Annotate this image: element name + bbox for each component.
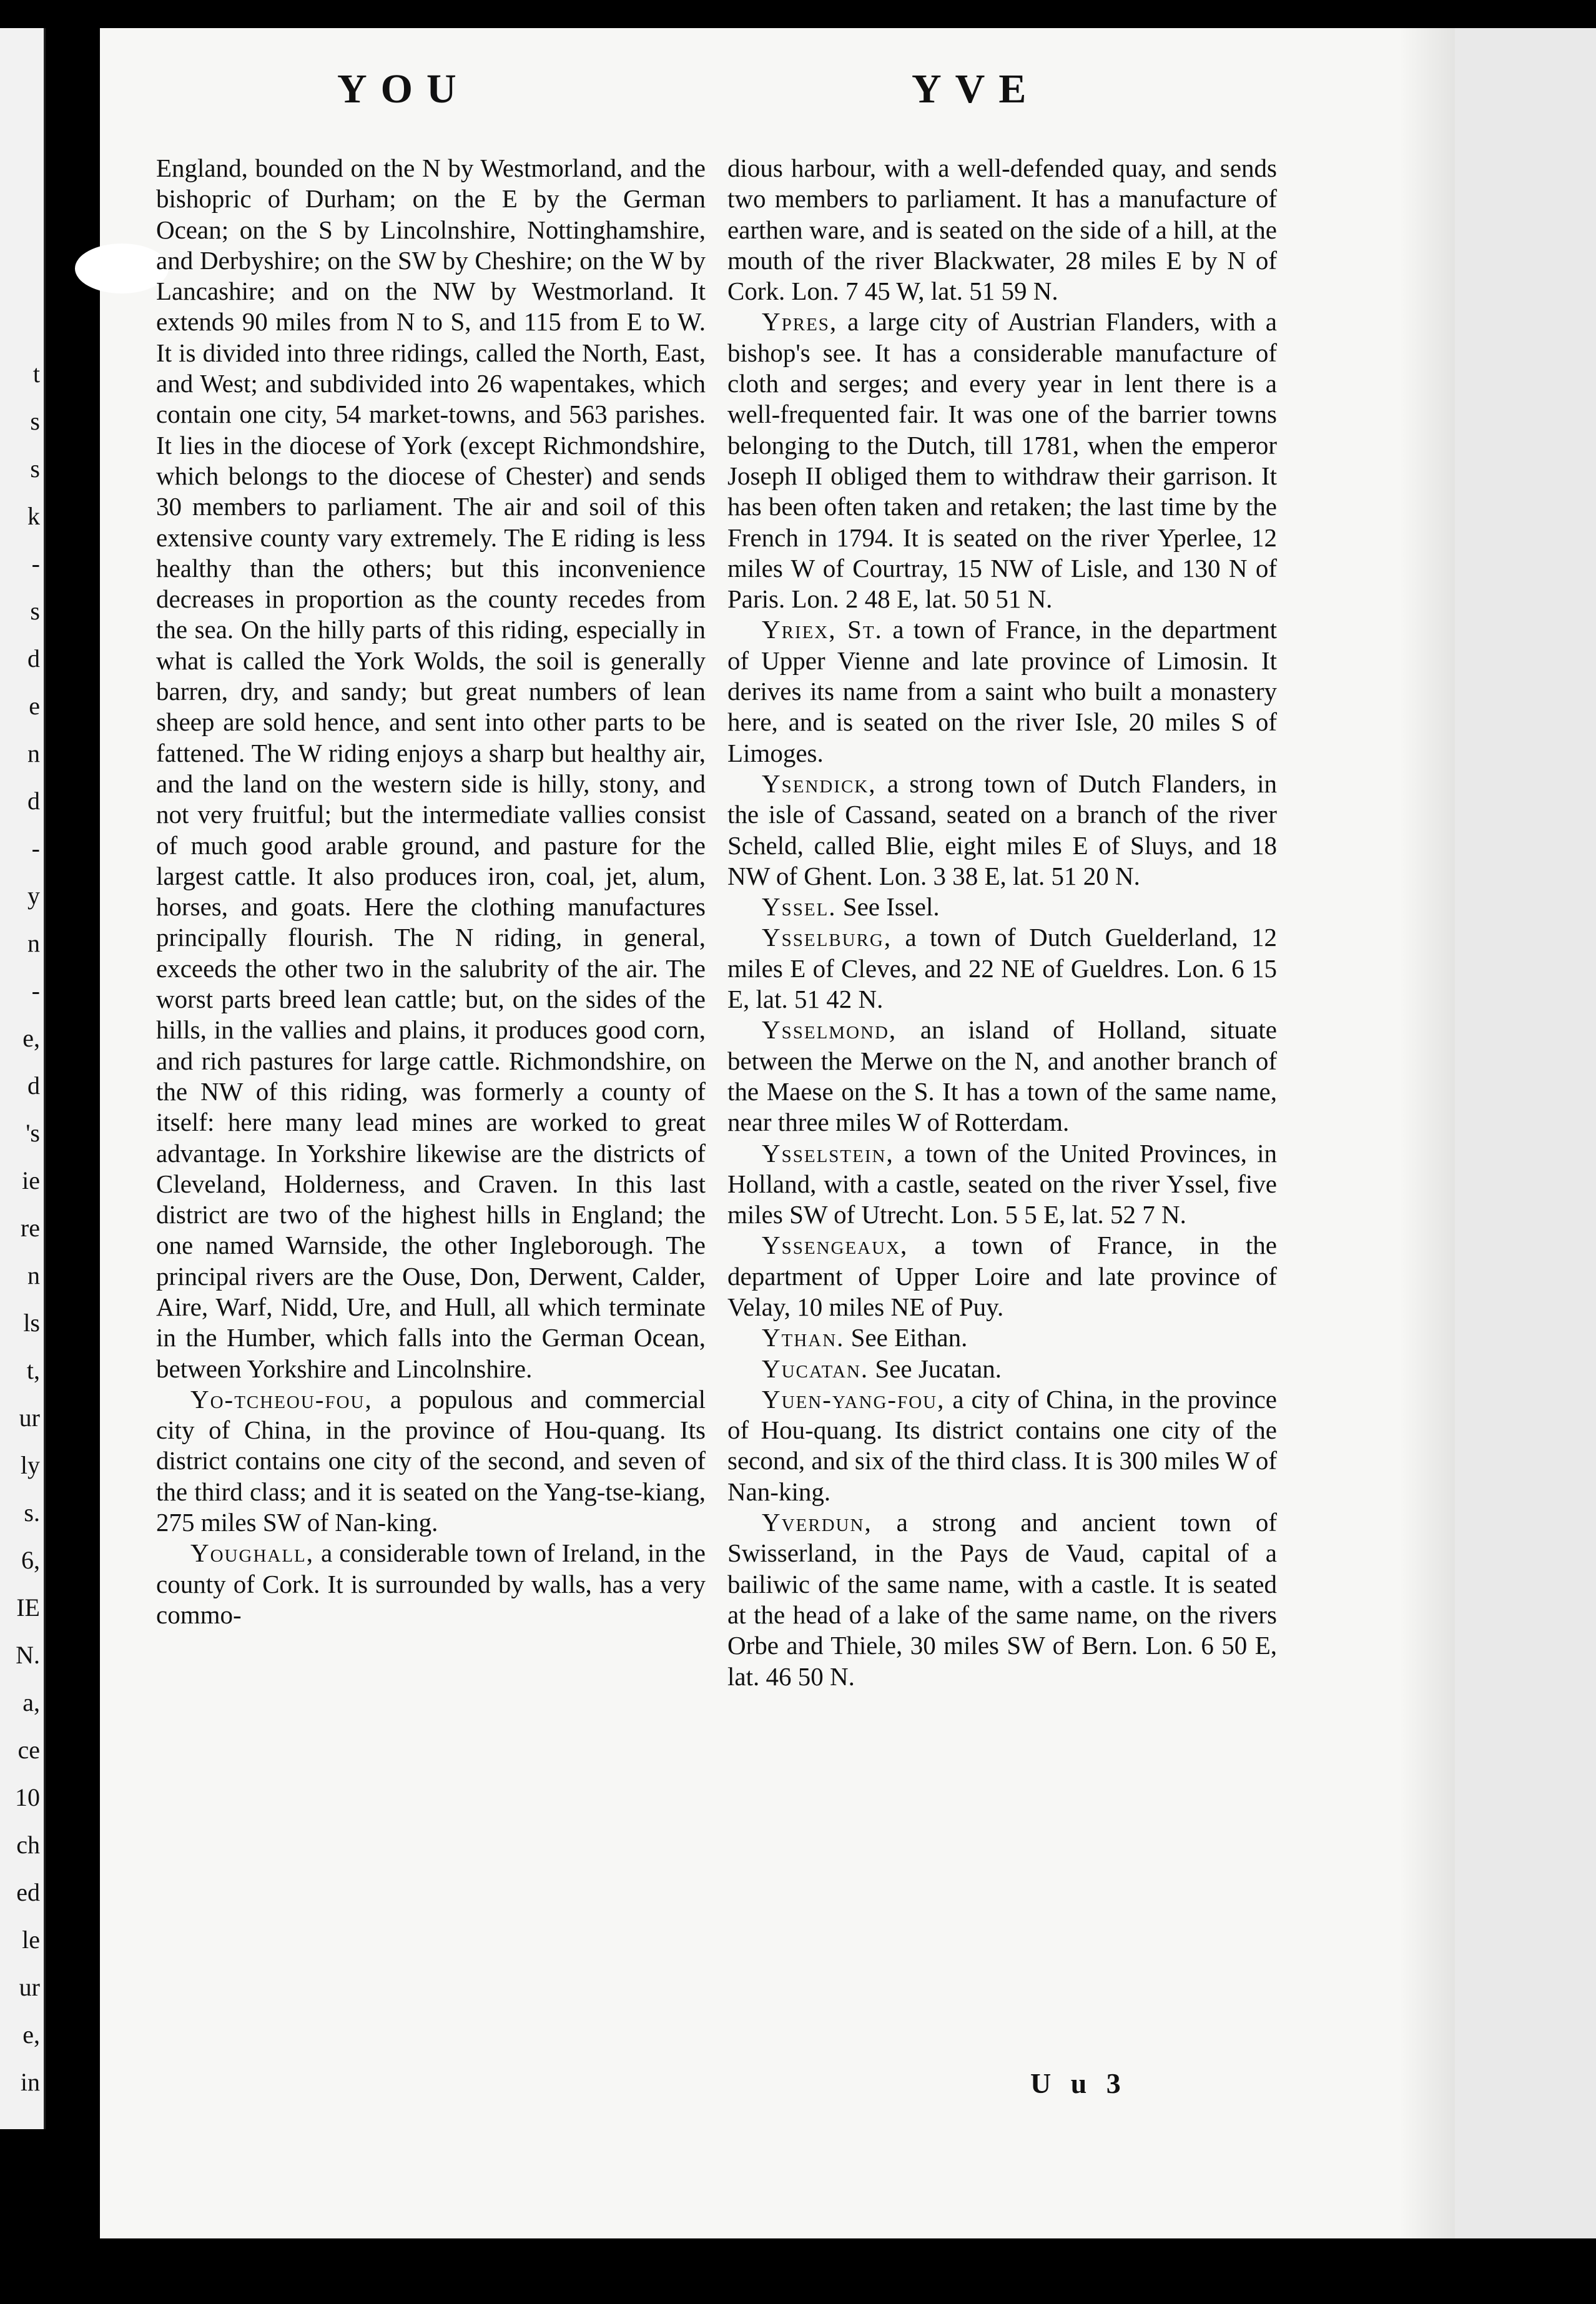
margin-fragment: s: [30, 597, 40, 625]
entry-continuation: [727, 153, 1277, 307]
margin-fragment: d: [27, 644, 40, 672]
margin-fragment: ur: [19, 1404, 40, 1432]
gazetteer-entry: [727, 1015, 1277, 1138]
gazetteer-entry: [727, 1384, 1277, 1507]
entry-headword: Yriex, St.: [762, 615, 883, 644]
entry-headword: Ysselmond,: [762, 1015, 897, 1045]
margin-fragment: s: [30, 455, 40, 483]
entry-text: a town of the United Provinces, in Holland, with a castle, seated on the river Yssel, five miles SW of Utrecht. Lon. 5 5 E, lat. 52 7 N.: [727, 1138, 1277, 1229]
entry-text: a city of China, in the province of Hou-quang. Its district contains one city of the second, and six of the third class. It is 300 miles W of Nan-king.: [727, 1384, 1277, 1506]
margin-fragment: N.: [16, 1641, 40, 1669]
gazetteer-entry: [727, 922, 1277, 1015]
running-head-left: YOU: [337, 66, 470, 112]
entry-text: a populous and commercial city of China, in the province of Hou-quang. Its district contains one city of the second, and seven of the third class; and it is seated on the Yang-tse-kiang, 275 miles SW of Nan-king.: [156, 1384, 706, 1537]
margin-fragment: -: [31, 834, 40, 862]
margin-fragment: ls: [23, 1309, 40, 1337]
margin-fragment: 's: [26, 1119, 40, 1147]
entry-text: a large city of Austrian Flanders, with a bishop's see. It has a considerable manufacture of cloth and serges; and every year in lent there is a well-frequented fair. It was one of the barrier towns belonging to the Dutch, till 1781, when the emperor Joseph II obliged them to withdraw their garrison. It has been often taken and retaken; the last time by the French in 1794. It is seated on the river Yperlee, 12 miles W of Courtray, 15 NW of Lisle, and 130 N of Paris. Lon. 2 48 E, lat. 50 51 N.: [727, 307, 1277, 614]
margin-fragment: ch: [16, 1831, 40, 1859]
entry-text: England, bounded on the N by Westmorland, and the bishopric of Durham; on the E by the German Ocean; on the S by Lincolnshire, Nottinghamshire, and Derbyshire; on the SW by Cheshire; on the W by Lancashire; and on the NW by Westmorland. It extends 90 miles from N to S, and 115 from E to W. It is divided into three ridings, called the North, East, and West; and subdivided into 26 wapentakes, which contain one city, 54 market-towns, and 563 parishes. It lies in the diocese of York (except Richmondshire, which belongs to the diocese of Chester) and sends 30 members to parliament. The air and soil of this extensive county vary extremely. The E riding is less healthy than the others; but this inconvenience decreases in proportion as the county recedes from the sea. On the hilly parts of this riding, especially in what is called the York Wolds, the soil is generally barren, dry, and sandy; but great numbers of lean sheep are sold hence, and sent into other parts to be fattened. The W riding enjoys a sharp but healthy air, and the land on the western side is hilly, stony, and not very fruitful; but the intermediate vallies consist of much good arable ground, and pasture for the largest cattle. It also produces iron, coal, jet, alum, horses, and goats. Here the clothing manufactures principally flourish. The N riding, in general, exceeds the other two in the salubrity of the air. The worst parts breed lean cattle; but, on the sides of the hills, in the vallies and plains, it produces good corn, and rich pastures for large cattle. Richmondshire, on the NW of this riding, was formerly a county of itself: here many lead mines are worked to great advantage. In Yorkshire likewise are the districts of Cleveland, Holderness, and Craven. In this last district are two of the highest hills in England; the one named Warnside, the other Ingleborough. The principal rivers are the Ouse, Don, Derwent, Calder, Aire, Warf, Nidd, Ure, and Hull, all which terminate in the Humber, which falls into the German Ocean, between Yorkshire and Lincolnshire.: [156, 154, 706, 1383]
entry-headword: Ysselburg,: [762, 923, 892, 952]
margin-fragment: t,: [26, 1356, 40, 1384]
entry-headword: Yssengeaux,: [762, 1231, 909, 1260]
margin-fragment: d: [27, 787, 40, 815]
entry-text: a town of Dutch Guelderland, 12 miles E of Cleves, and 22 NE of Gueldres. Lon. 6 15 E, lat. 51 42 N.: [727, 923, 1277, 1014]
margin-fragment: e: [29, 692, 40, 720]
gazetteer-entry: [727, 1230, 1277, 1322]
margin-fragment: le: [22, 1926, 40, 1954]
margin-fragment: n: [27, 929, 40, 957]
margin-fragment: IE: [16, 1593, 40, 1622]
gazetteer-entry: [156, 1538, 706, 1630]
margin-fragment: n: [27, 1261, 40, 1289]
book-page: [100, 28, 1455, 2238]
margin-fragment: s.: [24, 1499, 40, 1527]
gazetteer-entry: [156, 1384, 706, 1538]
entry-headword: Yuen-yang-fou,: [762, 1384, 945, 1414]
margin-fragment: re: [20, 1214, 40, 1242]
entry-text: a town of France, in the department of Upper Loire and late province of Velay, 10 miles NE of Puy.: [727, 1231, 1277, 1321]
margin-fragment: ur: [19, 1973, 40, 2001]
entry-headword: Ythan.: [762, 1323, 845, 1352]
gazetteer-entry: [727, 892, 1277, 922]
margin-fragment: ce: [17, 1736, 40, 1764]
margin-fragment: 6,: [21, 1546, 40, 1574]
background-right: [1455, 28, 1596, 2238]
entry-text: an island of Holland, situate between the Merwe on the N, and another branch of the Maese on the S. It has a town of the same name, near three miles W of Rotterdam.: [727, 1015, 1277, 1137]
entry-headword: Yssel.: [762, 892, 837, 922]
margin-fragment: n: [27, 739, 40, 767]
gazetteer-entry: [727, 1138, 1277, 1231]
entry-continuation: [156, 153, 706, 1384]
page-damage-spot: [75, 244, 169, 293]
margin-fragment: t: [32, 360, 40, 388]
text-column-left: [156, 153, 706, 1630]
entry-text: a considerable town of Ireland, in the county of Cork. It is surrounded by walls, has a very commo-: [156, 1538, 706, 1629]
gazetteer-entry: [727, 1322, 1277, 1353]
signature-mark: U u 3: [1030, 2067, 1127, 2099]
margin-fragment: ed: [16, 1878, 40, 1906]
entry-headword: Ypres,: [762, 307, 838, 337]
margin-fragment: d: [27, 1071, 40, 1100]
entry-text: See Eithan.: [844, 1323, 968, 1352]
entry-text: a strong town of Dutch Flanders, in the isle of Cassand, seated on a branch of the river Scheld, called Blie, eight miles E of Sluys, and 18 NW of Ghent. Lon. 3 38 E, lat. 51 20 N.: [727, 769, 1277, 890]
entry-headword: Ysselstein,: [762, 1138, 894, 1168]
margin-fragment: y: [27, 882, 40, 910]
margin-fragment: -: [31, 977, 40, 1005]
gazetteer-entry: [727, 1354, 1277, 1384]
gazetteer-entry: [727, 307, 1277, 614]
entry-headword: Ysendick,: [762, 769, 877, 798]
adjacent-page: [0, 28, 46, 2129]
entry-headword: Yo-tcheou-fou,: [190, 1384, 373, 1414]
margin-fragment: -: [31, 549, 40, 578]
entry-text: dious harbour, with a well-defended quay, and sends two members to parliament. It has a manufacture of earthen ware, and is seated on the side of a hill, at the mouth of the river Blackwater, 28 miles E by N of Cork. Lon. 7 45 W, lat. 51 59 N.: [727, 154, 1277, 306]
gazetteer-entry: [727, 614, 1277, 768]
margin-fragment: in: [20, 2068, 40, 2096]
entry-headword: Yverdun,: [762, 1508, 872, 1537]
margin-fragment: s: [30, 407, 40, 435]
entry-headword: Yucatan.: [762, 1354, 869, 1383]
margin-fragment: a,: [22, 1688, 40, 1716]
margin-fragment: ly: [20, 1451, 40, 1479]
margin-fragment: ie: [22, 1166, 40, 1194]
running-head-right: YVE: [912, 66, 1040, 112]
entry-text: a strong and ancient town of Swisserland, in the Pays de Vaud, capital of a bailiwic of the same name, with a castle. It is seated at the head of a lake of the same name, on the rivers Orbe and Thiele, 30 miles SW of Bern. Lon. 6 50 E, lat. 46 50 N.: [727, 1508, 1277, 1691]
margin-fragment: k: [27, 502, 40, 530]
margin-fragment: e,: [22, 2021, 40, 2049]
text-column-right: [727, 153, 1277, 1692]
entry-text: See Jucatan.: [869, 1354, 1002, 1383]
entry-headword: Youghall,: [190, 1538, 315, 1568]
entry-text: See Issel.: [836, 892, 940, 922]
margin-fragments: [0, 28, 44, 2129]
gazetteer-entry: [727, 769, 1277, 892]
margin-fragment: e,: [22, 1024, 40, 1052]
entry-text: a town of France, in the department of Upper Vienne and late province of Limosin. It derives its name from a saint who built a monastery here, and is seated on the river Isle, 20 miles S of Limoges.: [727, 615, 1277, 767]
gazetteer-entry: [727, 1507, 1277, 1692]
margin-fragment: 10: [15, 1783, 40, 1811]
